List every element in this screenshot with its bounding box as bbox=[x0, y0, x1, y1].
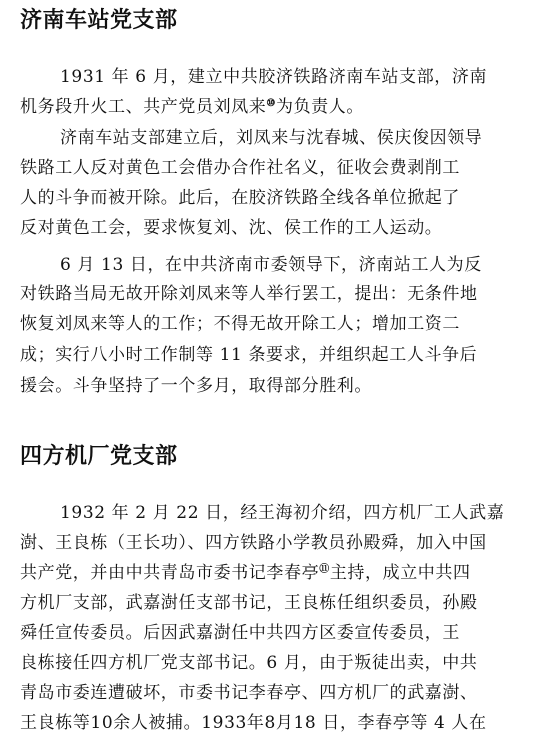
text-line: 成；实行八小时工作制等 11 条要求，并组织起工人斗争后 bbox=[20, 345, 478, 365]
text-segment: 共产党，并由中共青岛市委书记李春亭 bbox=[20, 563, 320, 583]
text-line: 人的斗争而被开除。此后，在胶济铁路全线各单位掀起了 bbox=[20, 188, 460, 208]
text-line: 援会。斗争坚持了一个多月，取得部分胜利。 bbox=[20, 376, 372, 396]
text-segment: 主持，成立中共四 bbox=[329, 563, 471, 583]
text-line: 对铁路当局无故开除刘凤来等人举行罢工，提出：无条件地 bbox=[20, 284, 478, 304]
text-line: 良栋接任四方机厂党支部书记。6 月，由于叛徒出卖，中共 bbox=[20, 653, 478, 673]
footnote-marker: ⑪ bbox=[319, 564, 330, 575]
section-title: 四方机厂党支部 bbox=[20, 444, 178, 469]
text-line: 舜任宣传委员。后因武嘉澍任中共四方区委宣传委员，王 bbox=[20, 623, 460, 643]
text-line: 反对黄色工会，要求恢复刘、沈、侯工作的工人运动。 bbox=[20, 218, 443, 238]
text-segment: 机务段升火工、共产党员刘凤来 bbox=[20, 97, 267, 117]
footnote-marker: ⑩ bbox=[266, 98, 276, 109]
text-line: 铁路工人反对黄色工会借办合作社名义，征收会费剥削工 bbox=[20, 158, 460, 178]
text-line: 青岛市委连遭破坏，市委书记李春亭、四方机厂的武嘉澍、 bbox=[20, 683, 478, 703]
text-line bbox=[20, 563, 471, 583]
text-line: 1932 年 2 月 22 日，经王海初介绍，四方机厂工人武嘉 bbox=[60, 503, 505, 523]
text-line bbox=[20, 97, 364, 117]
section-title: 济南车站党支部 bbox=[20, 8, 178, 33]
text-line: 恢复刘凤来等人的工作；不得无故开除工人；增加工资二 bbox=[20, 314, 460, 334]
text-line: 济南车站支部建立后，刘凤来与沈春城、侯庆俊因领导 bbox=[60, 128, 483, 148]
text-segment: 为负责人。 bbox=[275, 97, 364, 117]
text-line: 方机厂支部，武嘉澍任支部书记，王良栋任组织委员，孙殿 bbox=[20, 593, 478, 613]
text-line: 澍、王良栋（王长功）、四方铁路小学教员孙殿舜，加入中国 bbox=[20, 533, 487, 553]
text-line: 1931 年 6 月，建立中共胶济铁路济南车站支部，济南 bbox=[60, 67, 488, 87]
text-line: 6 月 13 日，在中共济南市委领导下，济南站工人为反 bbox=[60, 255, 482, 275]
text-line: 王良栋等10余人被捕。1933年8月18 日，李春亭等 4 人在 bbox=[20, 713, 487, 733]
